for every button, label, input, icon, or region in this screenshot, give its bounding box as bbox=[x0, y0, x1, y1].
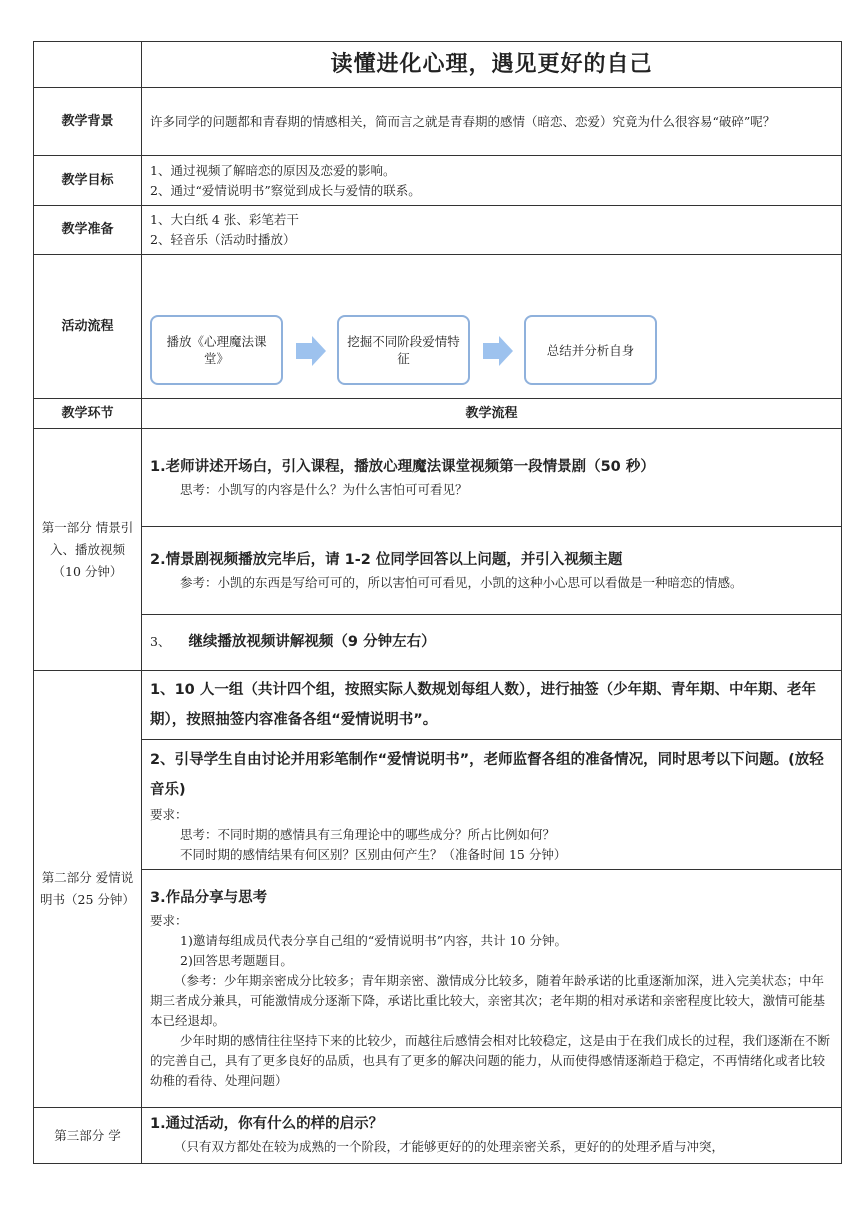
part2-item-3 bbox=[142, 870, 842, 1108]
background-row bbox=[34, 88, 842, 156]
background-text: 许多同学的问题都和青春期的情感相关，简而言之就是青春期的感情（暗恋、恋爱）究竟为什么很容易“破碎”呢？ bbox=[142, 88, 842, 156]
part1-item-1 bbox=[142, 429, 842, 527]
part2-item-3-reference: （参考：少年期亲密成分比较多；青年期亲密、激情成分比较多，随着年龄承诺的比重逐渐加深，进入完美状态；中年期三者成分兼具，可能激情成分逐渐下降，承诺比重比较大，亲密其次；老年期的相对承诺和亲密程度比较大，激情可能基本已经退却。 bbox=[150, 973, 826, 1028]
flow-box-explore-stages: 挖掘不同阶段爱情特征 bbox=[337, 315, 470, 385]
part1-row-3 bbox=[34, 615, 842, 671]
part2-item-2 bbox=[142, 740, 842, 870]
title-row bbox=[34, 42, 842, 88]
part1-item-1-heading: 1.老师讲述开场白，引入课程，播放心理魔法课堂视频第一段情景剧（50 秒） bbox=[150, 459, 655, 475]
page-title: 读懂进化心理，遇见更好的自己 bbox=[142, 42, 842, 88]
part2-item-1 bbox=[142, 671, 842, 740]
part2-row-3 bbox=[34, 870, 842, 1108]
part1-item-3-heading: 继续播放视频讲解视频（9 分钟左右） bbox=[188, 634, 436, 650]
title-empty-cell bbox=[34, 42, 142, 88]
flow-label: 活动流程 bbox=[34, 255, 142, 399]
flow-box-summary: 总结并分析自身 bbox=[524, 315, 657, 385]
prep-cell bbox=[142, 206, 842, 255]
flow-diagram bbox=[142, 255, 841, 398]
goals-row bbox=[34, 156, 842, 206]
part2-item-3-line: 1)邀请每组成员代表分享自己组的“爱情说明书”内容，共计 10 分钟。 bbox=[180, 933, 567, 948]
part3-row-1 bbox=[34, 1108, 842, 1164]
prep-line: 1、大白纸 4 张、彩笔若干 bbox=[150, 212, 299, 227]
lesson-plan-document bbox=[33, 41, 841, 1164]
part2-item-3-heading: 3.作品分享与思考 bbox=[150, 890, 268, 906]
part1-item-3-number: 3、 bbox=[150, 634, 171, 649]
prep-line: 2、轻音乐（活动时播放） bbox=[150, 232, 296, 247]
part2-item-2-requirement: 要求： bbox=[150, 806, 188, 822]
goals-cell bbox=[142, 156, 842, 206]
part2-item-2-heading: 2、引导学生自由讨论并用彩笔制作“爱情说明书”，老师监督各组的准备情况，同时思考以下问题。(放轻音乐) bbox=[150, 751, 824, 798]
lesson-plan-table bbox=[33, 41, 842, 1164]
part2-item-3-reference-2: 少年时期的感情往往坚持下来的比较少，而越往后感情会相对比较稳定，这是由于在我们成长的过程，我们逐渐在不断的完善自己，具有了更多良好的品质，也具有了更多的解决问题的能力，从而使得感情逐渐趋于稳定，不再情绪化或者比较幼稚的看待、处理问题） bbox=[150, 1033, 831, 1088]
flow-row bbox=[34, 255, 842, 399]
part1-item-2-body: 参考：小凯的东西是写给可可的，所以害怕可可看见，小凯的这种小心思可以看做是一种暗恋的情感。 bbox=[180, 575, 743, 590]
flow-box-play-video: 播放《心理魔法课堂》 bbox=[150, 315, 283, 385]
flow-arrow-icon bbox=[483, 336, 513, 366]
part2-row-1 bbox=[34, 671, 842, 740]
part2-item-2-line: 不同时期的感情结果有何区别？区别由何产生？（准备时间 15 分钟） bbox=[180, 846, 567, 862]
part3-item-1 bbox=[142, 1108, 842, 1164]
part1-row-2 bbox=[34, 527, 842, 615]
flow-arrow-icon bbox=[296, 336, 326, 366]
part3-item-1-body: （只有双方都处在较为成熟的一个阶段，才能够更好的的处理亲密关系，更好的的处理矛盾与冲突， bbox=[174, 1139, 725, 1154]
goals-line: 1、通过视频了解暗恋的原因及恋爱的影响。 bbox=[150, 162, 396, 178]
part3-item-1-heading: 1.通过活动，你有什么的样的启示？ bbox=[150, 1116, 384, 1132]
header-right: 教学流程 bbox=[142, 399, 842, 429]
part1-item-2-heading: 2.情景剧视频播放完毕后，请 1-2 位同学回答以上问题，并引入视频主题 bbox=[150, 552, 623, 568]
part1-item-2 bbox=[142, 527, 842, 615]
goals-line: 2、通过“爱情说明书”察觉到成长与爱情的联系。 bbox=[150, 182, 421, 198]
goals-label: 教学目标 bbox=[34, 156, 142, 206]
header-row bbox=[34, 399, 842, 429]
background-label: 教学背景 bbox=[34, 88, 142, 156]
header-left: 教学环节 bbox=[34, 399, 142, 429]
prep-row bbox=[34, 206, 842, 255]
part1-label: 第一部分 情景引入、播放视频（10 分钟） bbox=[34, 429, 142, 671]
part1-item-3 bbox=[142, 615, 842, 671]
part1-row-1 bbox=[34, 429, 842, 527]
part2-row-2 bbox=[34, 740, 842, 870]
prep-label: 教学准备 bbox=[34, 206, 142, 255]
part3-label: 第三部分 学 bbox=[34, 1108, 142, 1164]
part2-item-2-line: 思考：不同时期的感情具有三角理论中的哪些成分？所占比例如何？ bbox=[180, 826, 556, 842]
part2-item-1-heading: 1、10 人一组（共计四个组，按照实际人数规划每组人数），进行抽签（少年期、青年期、中年期、老年期），按照抽签内容准备各组“爱情说明书”。 bbox=[150, 682, 817, 728]
flow-cell bbox=[142, 255, 842, 399]
part2-item-3-requirement: 要求： bbox=[150, 913, 188, 928]
part2-label: 第二部分 爱情说明书（25 分钟） bbox=[34, 671, 142, 1108]
part1-item-1-body: 思考：小凯写的内容是什么？为什么害怕可可看见？ bbox=[180, 482, 468, 497]
part2-item-3-line: 2)回答思考题题目。 bbox=[180, 953, 293, 968]
